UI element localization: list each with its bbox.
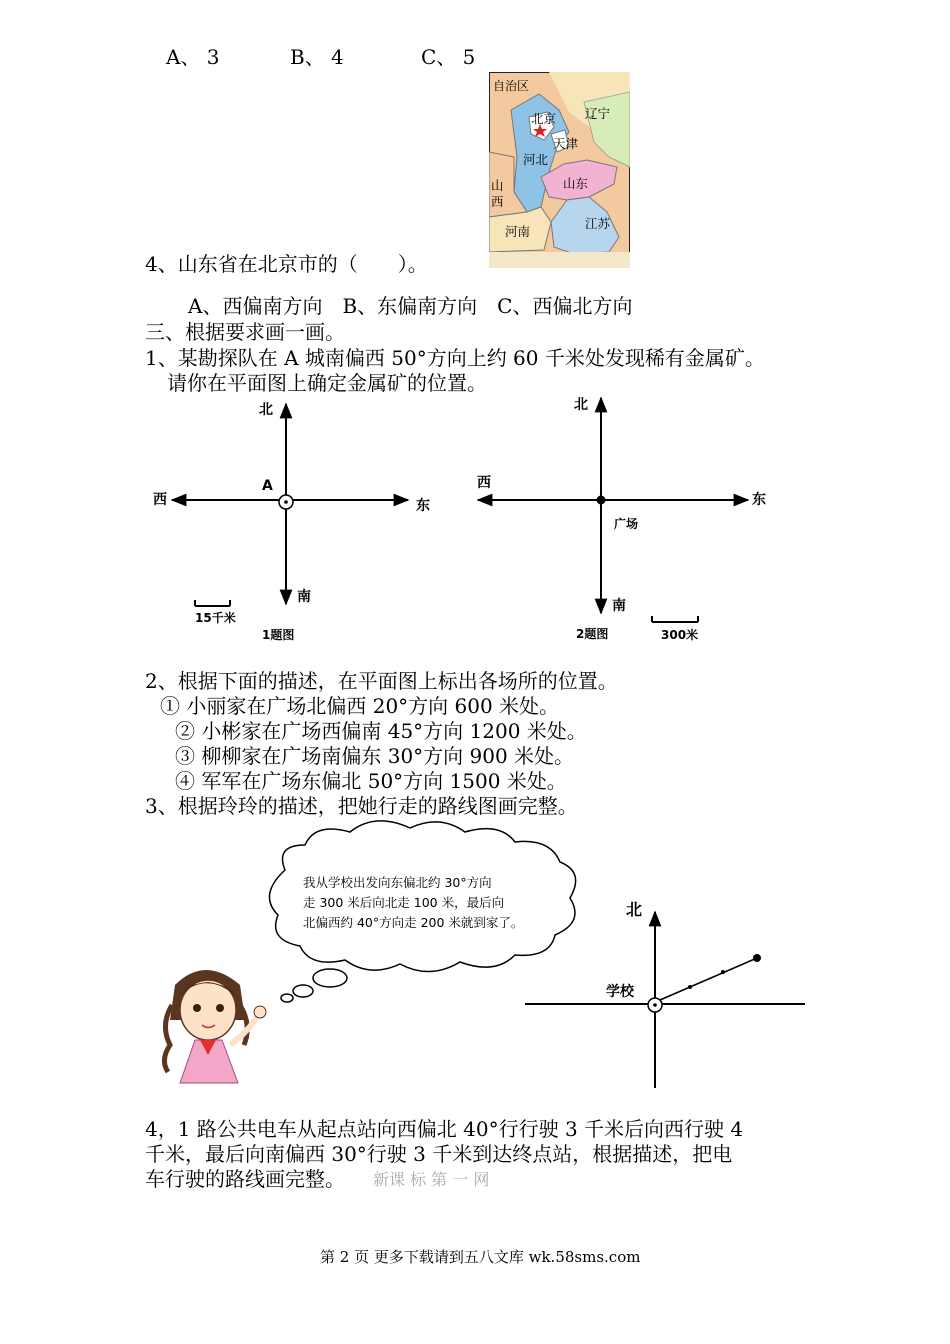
q3-school-label: 学校 bbox=[606, 984, 634, 1000]
bubble-line-3: 北偏西约 40°方向走 200 米就到家了。 bbox=[303, 915, 524, 930]
q2-item-1: ① 小丽家在广场北偏西 20°方向 600 米处。 bbox=[160, 694, 560, 718]
q4b-line-2: 千米，最后向南偏西 30°行驶 3 千米到达终点站，根据描述，把电 bbox=[145, 1142, 733, 1166]
fig2-scale-label: 300米 bbox=[661, 628, 699, 642]
map-label-hebei: 河北 bbox=[523, 152, 549, 167]
bubble-line-1: 我从学校出发向东偏北约 30°方向 bbox=[303, 875, 492, 890]
map-label-henan: 河南 bbox=[505, 224, 531, 239]
section3-p1-line1: 1、某勘探队在 A 城南偏西 50°方向上约 60 千米处发现稀有金属矿。 bbox=[145, 346, 765, 370]
fig1-caption: 1题图 bbox=[262, 628, 295, 642]
section3-heading: 三、根据要求画一画。 bbox=[145, 320, 345, 344]
q2-title: 2、根据下面的描述，在平面图上标出各场所的位置。 bbox=[145, 669, 618, 693]
fig2-caption: 2题图 bbox=[576, 627, 609, 641]
watermark: 新课 标 第 一 网 bbox=[373, 1170, 490, 1189]
map-label-beijing: 北京 bbox=[531, 111, 557, 126]
map-label-liaoning: 辽宁 bbox=[585, 106, 611, 121]
q4b-line-1: 4，1 路公共电车从起点站向西偏北 40°行行驶 3 千米后向西行驶 4 bbox=[145, 1117, 744, 1141]
map-label-shan: 山 bbox=[491, 178, 504, 193]
map-label-zizhiqu: 自治区 bbox=[493, 79, 530, 93]
fig2-south-label: 南 bbox=[612, 598, 626, 614]
option-c: C、 5 bbox=[421, 45, 476, 69]
fig1-south-label: 南 bbox=[297, 589, 311, 605]
q4b-line-3: 车行驶的路线画完整。 bbox=[145, 1167, 345, 1191]
map-label-xi: 西 bbox=[491, 194, 504, 209]
fig2-north-label: 北 bbox=[574, 397, 588, 413]
fig1-center-label: A bbox=[262, 478, 273, 494]
map-label-shandong: 山东 bbox=[563, 176, 589, 191]
q3-title: 3、根据玲玲的描述，把她行走的路线图画完整。 bbox=[145, 794, 578, 818]
map-label-jiangsu: 江苏 bbox=[585, 216, 611, 231]
option-b: B、 4 bbox=[290, 45, 344, 69]
fig2-east-label: 东 bbox=[752, 492, 766, 508]
fig1-scale-label: 15千米 bbox=[195, 611, 236, 625]
fig2-west-label: 西 bbox=[477, 475, 491, 491]
section3-p1-line2: 请你在平面图上确定金属矿的位置。 bbox=[167, 371, 487, 395]
q2-item-2: ② 小彬家在广场西偏南 45°方向 1200 米处。 bbox=[175, 719, 587, 743]
fig2-center-label: 广场 bbox=[614, 517, 639, 531]
q4-question: 4、山东省在北京市的（ ）。 bbox=[145, 252, 428, 276]
fig1-north-label: 北 bbox=[259, 402, 273, 418]
fig1-east-label: 东 bbox=[416, 498, 430, 514]
map-label-tianjin: 天津 bbox=[553, 136, 579, 151]
q3-north-label: 北 bbox=[626, 900, 643, 919]
bubble-line-2: 走 300 米后向北走 100 米，最后向 bbox=[303, 895, 505, 910]
page-footer: 第 2 页 更多下载请到五八文库 wk.58sms.com bbox=[320, 1248, 641, 1266]
q4-options: A、西偏南方向 B、东偏南方向 C、西偏北方向 bbox=[188, 294, 633, 318]
option-a: A、 3 bbox=[166, 45, 220, 69]
q2-item-4: ④ 军军在广场东偏北 50°方向 1500 米处。 bbox=[175, 769, 567, 793]
girl-illustration bbox=[164, 970, 266, 1083]
fig1-west-label: 西 bbox=[153, 492, 167, 508]
q2-item-3: ③ 柳柳家在广场南偏东 30°方向 900 米处。 bbox=[175, 744, 575, 768]
